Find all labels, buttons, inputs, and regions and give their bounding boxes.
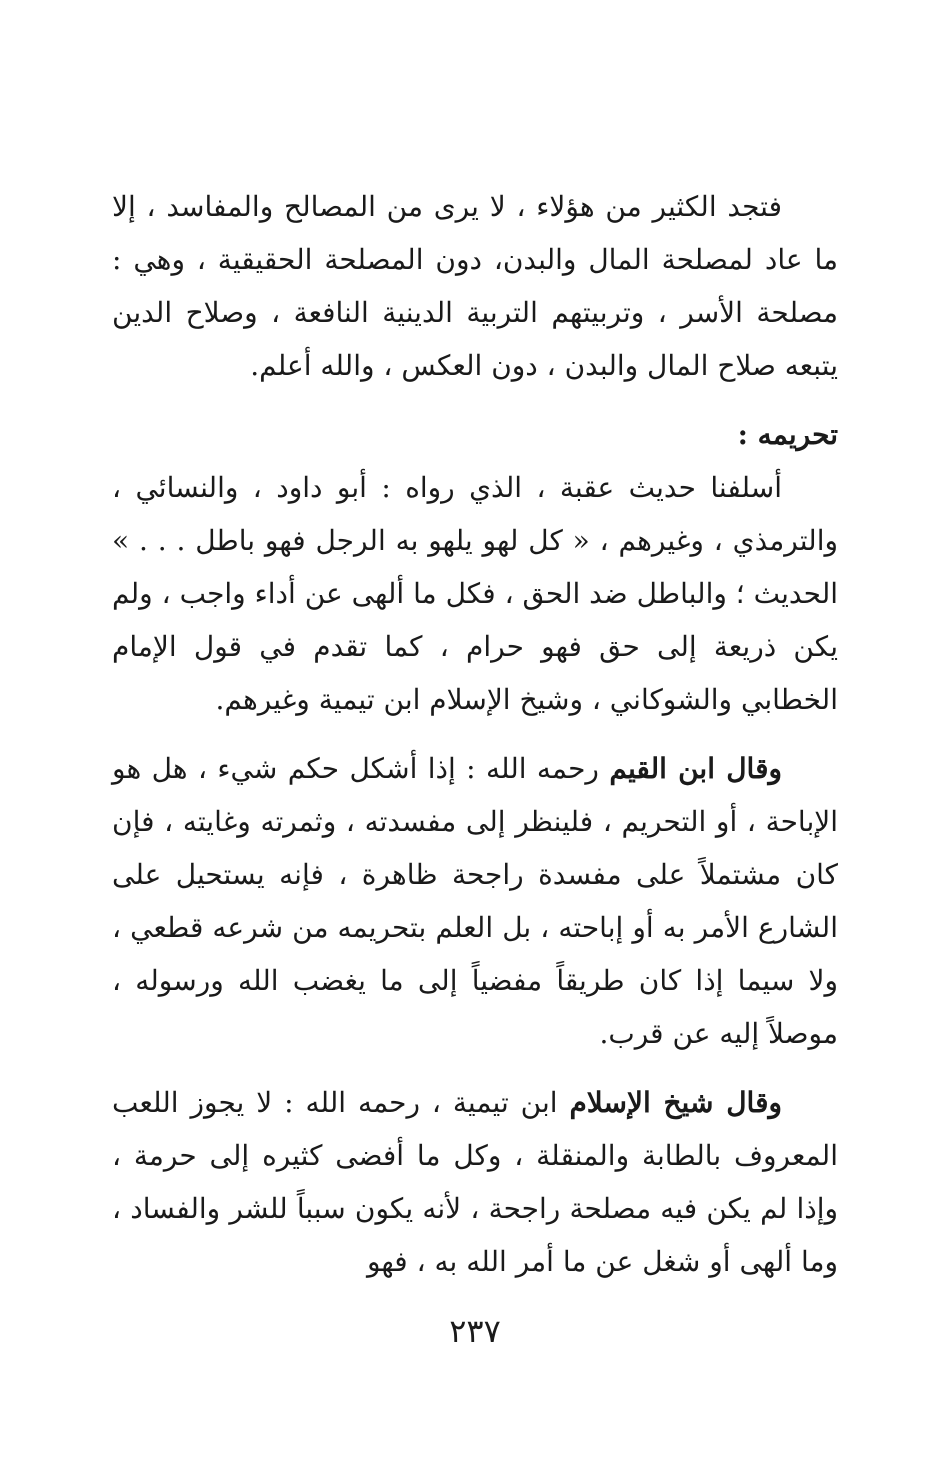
page-number: ٢٣٧ — [449, 1312, 501, 1350]
ibn-taymiyyah-text: ابن تيمية ، رحمه الله : لا يجوز اللعب المعروف بالطابة والمنقلة ، وكل ما أفضى كثيره إلى حرمة ، وإذا لم يكن فيه مصلحة راجحة ، لأنه يكون سبباً للشر والفساد ، وما ألهى أو شغل عن ما أمر الله به ، فهو — [112, 1086, 838, 1278]
paragraph-hadith: أسلفنا حديث عقبة ، الذي رواه : أبو داود ، والنسائي ، والترمذي ، وغيرهم ، « كل لهو يلهو به الرجل فهو باطل . . . » الحديث ؛ والباطل ضد الحق ، فكل ما ألهى عن أداء واجب ، ولم يكن ذريعة إلى حق فهو حرام ، كما تقدم في قول الإمام الخطابي والشوكاني ، وشيخ الإسلام ابن تيمية وغيرهم. — [112, 471, 838, 716]
ibn-qayyim-text: رحمه الله : إذا أشكل حكم شيء ، هل هو الإباحة ، أو التحريم ، فلينظر إلى مفسدته ، وثمرته وغايته ، فإن كان مشتملاً على مفسدة راجحة ظاهرة ، فإنه يستحيل على الشارع الأمر به أو إباحته ، بل العلم بتحريمه من شرعه قطعي ، ولا سيما إذا كان طريقاً مفضياً إلى ما يغضب الله ورسوله ، موصلاً إليه عن قرب. — [112, 752, 839, 1050]
ibn-qayyim-lead: وقال ابن القيم — [609, 752, 782, 785]
paragraph-ibn-qayyim — [112, 742, 838, 1060]
ibn-taymiyyah-lead: وقال شيخ الإسلام — [569, 1086, 782, 1119]
section-heading: تحريمه : — [737, 418, 838, 451]
body-text — [112, 180, 838, 1288]
paragraph-ibn-taymiyyah — [112, 1076, 838, 1288]
paragraph-intro: فتجد الكثير من هؤلاء ، لا يرى من المصالح والمفاسد ، إلا ما عاد لمصلحة المال والبدن، دون المصلحة الحقيقية ، وهي : مصلحة الأسر ، وتربيتهم التربية الدينية النافعة ، وصلاح الدين يتبعه صلاح المال والبدن ، دون العكس ، والله أعلم. — [112, 190, 839, 382]
